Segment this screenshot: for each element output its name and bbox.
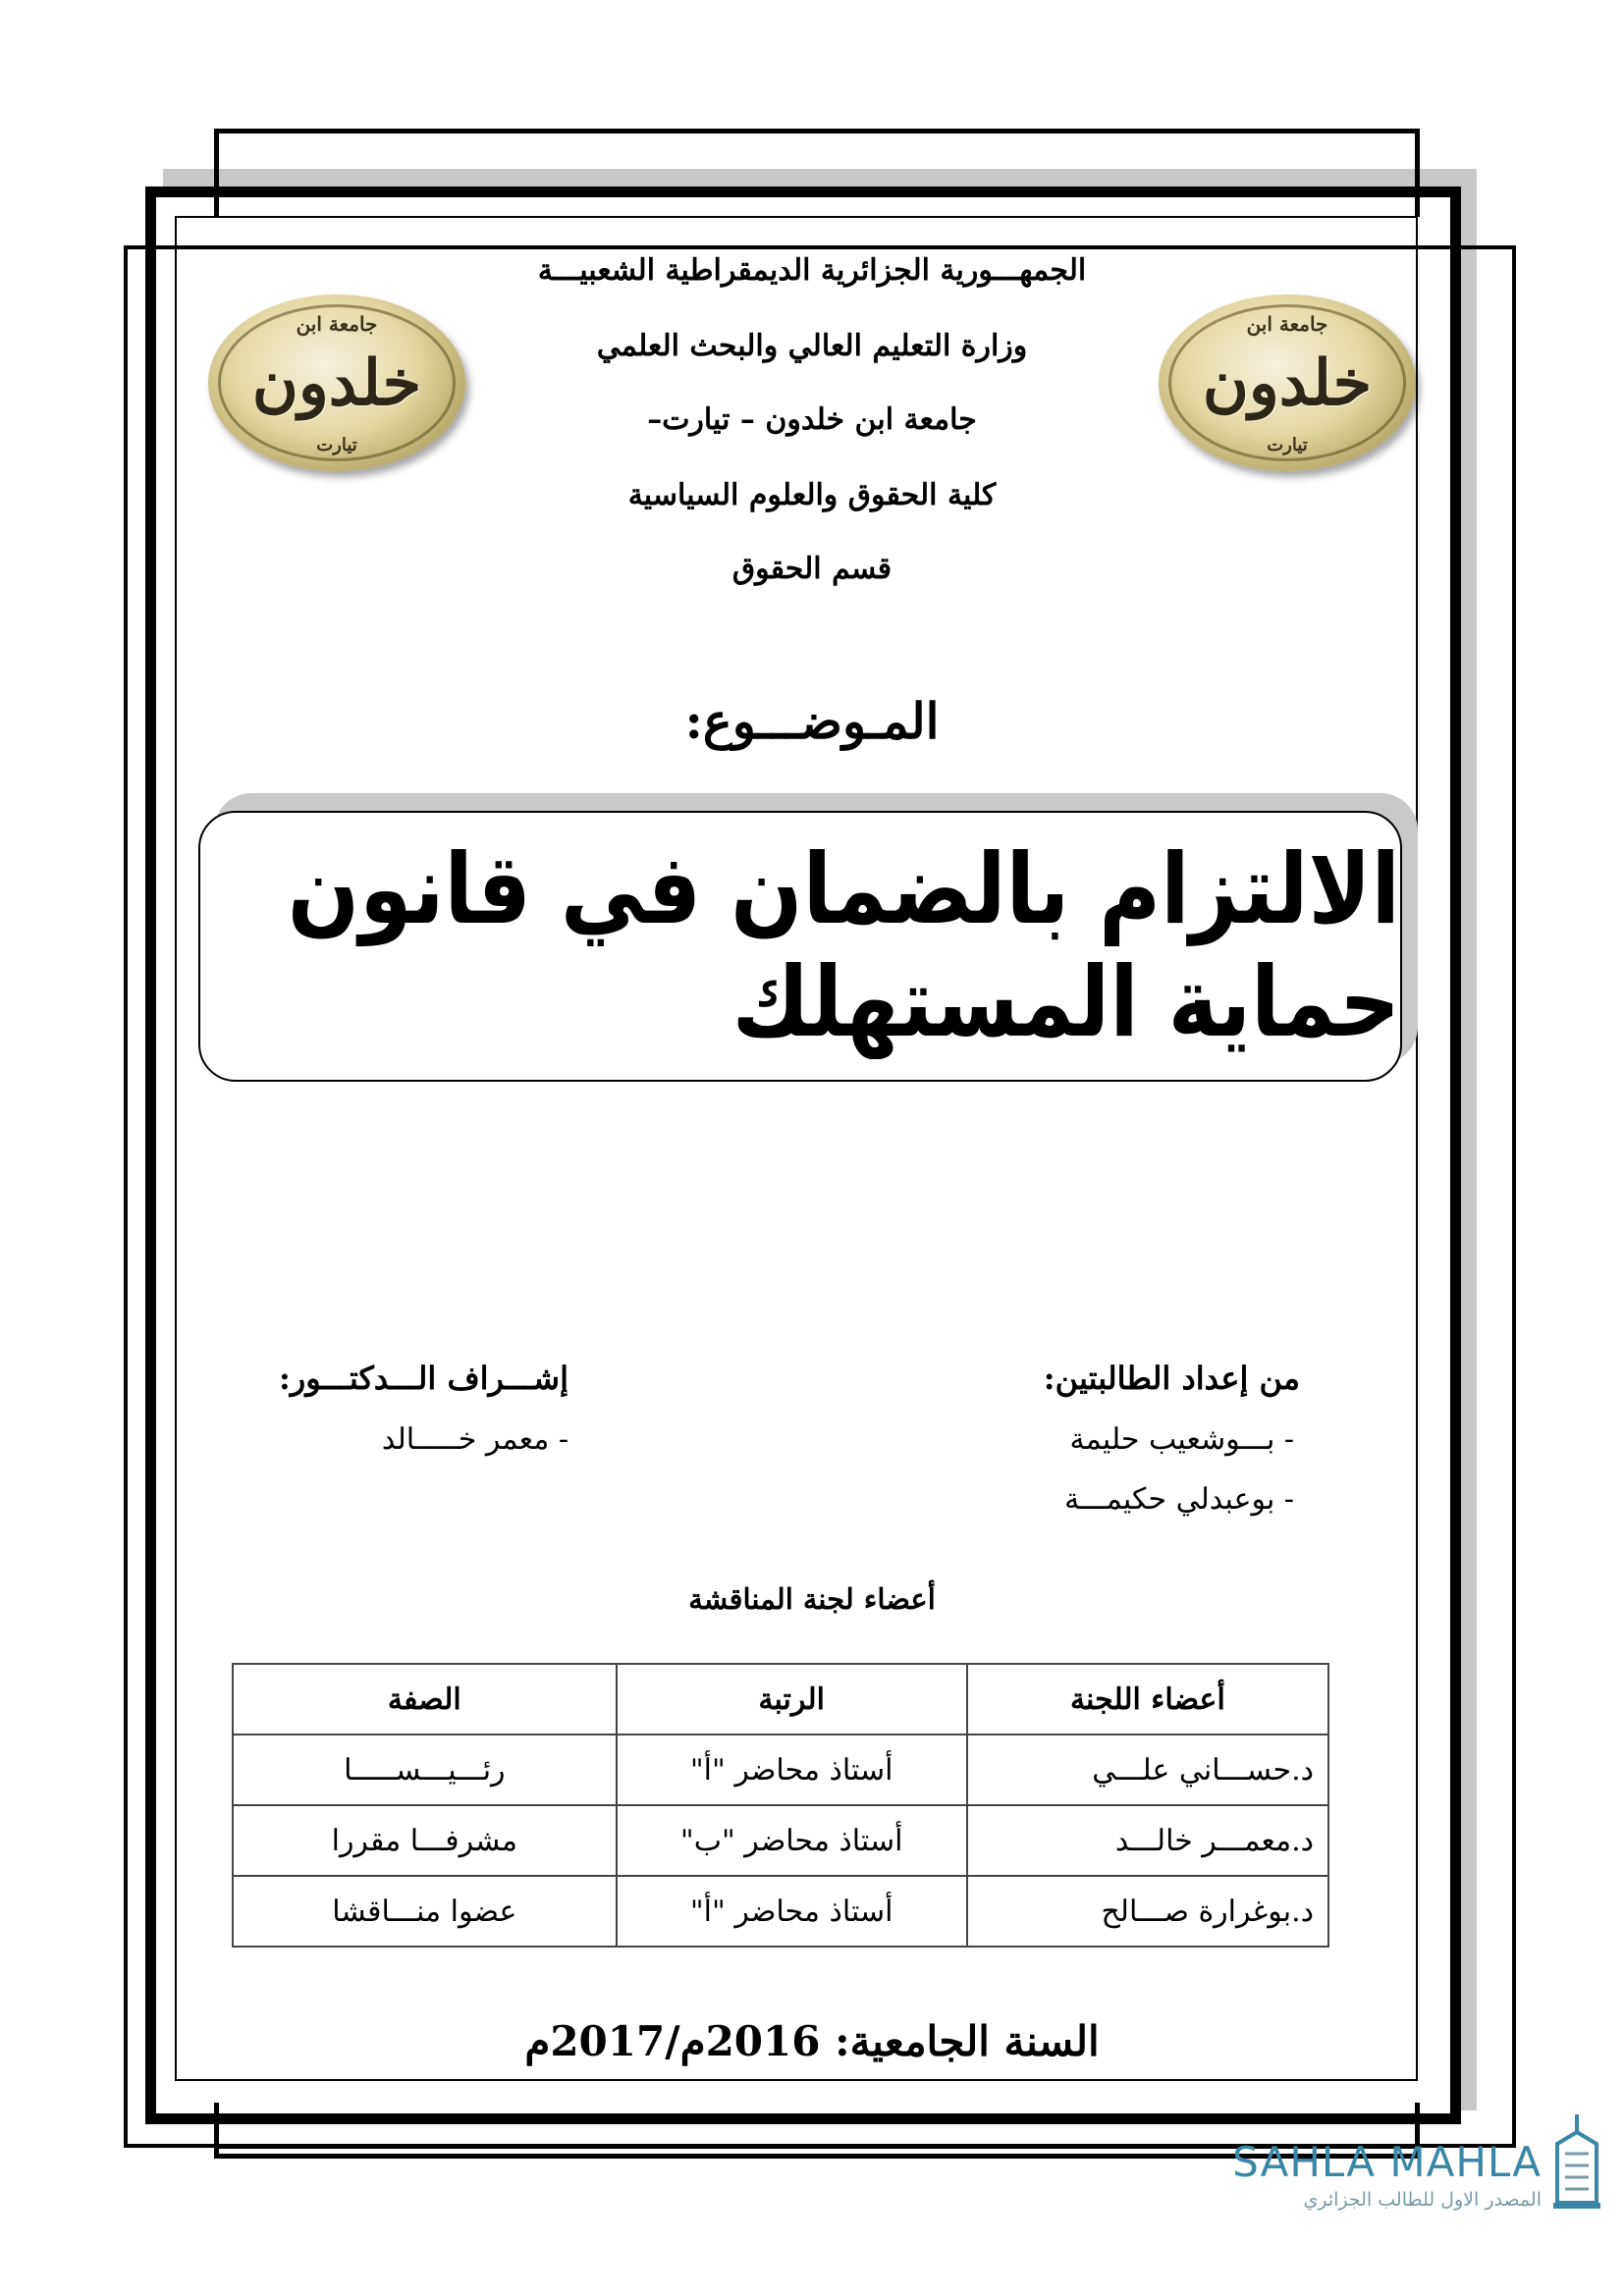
student-name: - بوعبدلي حكيمـــة [1064,1482,1294,1517]
header-university: جامعة ابن خلدون – تيارت– [647,402,977,437]
mosque-lantern-icon [1547,2114,1606,2213]
committee-table [232,1663,1329,1948]
col-header-member: أعضاء اللجنة [967,1664,1328,1735]
frame-right-line [1415,129,1420,217]
frame-left-line [214,129,219,217]
academic-year: السنة الجامعية: 2016م/2017م [524,2017,1100,2065]
header-country: الجمهـــورية الجزائرية الديمقراطية الشعبيـــة [537,253,1087,288]
header-faculty: كلية الحقوق والعلوم السياسية [627,478,997,512]
supervisor-block [176,1360,568,1457]
supervisor-name: - معمر خـــــالد [381,1422,568,1457]
university-logo-right [1159,294,1416,471]
students-block [888,1360,1300,1517]
logo-bottom-text: تيارت [316,435,357,455]
title-box [198,811,1402,1082]
frame-top-line [214,129,1420,133]
header-department: قسم الحقوق [731,552,893,586]
sahla-mahla-watermark [1178,2110,1610,2218]
member-rank: أستاذ محاضر "ب" [617,1805,967,1876]
header-ministry: وزارة التعليم العالي والبحث العلمي [596,329,1028,363]
member-name: د.معمـــر خالـــد [967,1805,1328,1876]
frame-left-low-line [214,2103,219,2149]
logo-main-text: خلدون [251,346,422,420]
watermark-tagline: المصدر الاول للطالب الجزائري [1303,2189,1542,2211]
member-role: رئـــيـــســـــا [233,1735,617,1805]
logo-bottom-text: تيارت [1267,435,1308,455]
logo-main-text: خلدون [1202,346,1373,420]
table-header-row [233,1664,1328,1735]
table-row [233,1876,1328,1947]
students-heading: من إعداد الطالبتين: [1043,1360,1300,1397]
table-row [233,1735,1328,1805]
col-header-role: الصفة [233,1664,617,1735]
student-name: - بـــوشعيب حليمة [1069,1422,1294,1457]
member-rank: أستاذ محاضر "أ" [617,1876,967,1947]
member-role: عضوا منـــاقشا [233,1876,617,1947]
member-role: مشرفـــا مقررا [233,1805,617,1876]
watermark-brand: SAHLA MAHLA [1232,2138,1542,2186]
member-name: د.بوغرارة صـــالح [967,1876,1328,1947]
supervisor-heading: إشـــراف الـــدكتـــور: [278,1360,568,1397]
committee-heading: أعضاء لجنة المناقشة [688,1582,936,1616]
logo-top-text: جامعة ابن [296,312,378,336]
logo-top-text: جامعة ابن [1246,312,1328,336]
thesis-title: الالتزام بالضمان في قانون حماية المستهلك [287,833,1400,1059]
member-name: د.حســـاني علـــي [967,1735,1328,1805]
member-rank: أستاذ محاضر "أ" [617,1735,967,1805]
subject-label: المـوضـــوع: [684,692,940,750]
table-row [233,1805,1328,1876]
col-header-rank: الرتبة [617,1664,967,1735]
university-logo-left [208,294,465,471]
